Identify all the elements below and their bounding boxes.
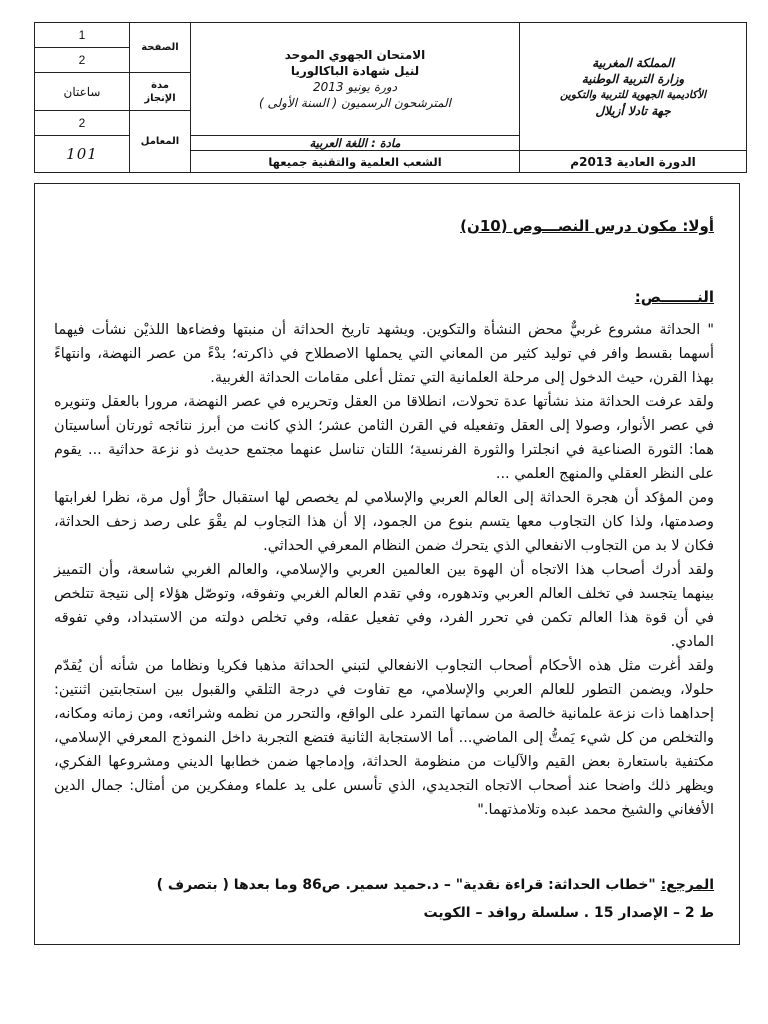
institution-block [520,23,747,151]
kingdom-name: المملكة المغربية [592,55,674,70]
reference-label: المرجع: [660,877,714,893]
page-number: 1 [35,23,130,48]
streams-name: الشعب العلمية والتقنية جميعها [191,151,520,173]
exam-header [34,22,747,173]
region-name: جهة تادلا أزيلال [595,103,671,118]
duration-label: مدة الإنجاز [130,73,191,111]
passage-paragraph: ومن المؤكد أن هجرة الحداثة إلى العالم العربي والإسلامي لم يخصص لها استقبال حارٌّ أول مرة، نظرا لغرابتها وصدمتها، ولذا كان التجاوب معها يتسم بنوع من الجمود، إلا أن هذا التجاوب لم يقْوَ على رصد زحف الحداثة، فكان لا بد من التجاوب الانفعالي الذي يتحرك ضمن النظام المعرفي الحداثي. [54,490,714,554]
ministry-name: وزارة التربية الوطنية [581,71,685,86]
session-name: الدورة العادية 2013م [520,151,747,173]
coefficient-label: المعامل [130,111,191,173]
reference-line-2: ط 2 – الإصدار 15 . سلسلة روافد – الكويت [423,905,714,921]
section-title: أولا: مكون درس النصـــوص (10ن) [460,217,714,235]
subject-name: مادة : اللغة العربية [191,136,520,151]
passage-paragraph: ولقد عرفت الحداثة منذ نشأتها عدة تحولات، انطلاقا من العقل وتحريره في عصر النهضة، مرورا بالعقل وتنويره في عصر الأنوار، وصولا إلى العقل وتفعيله في القرن الثامن عشر؛ الذي كانت من أبرز نتائجه ثورتان أساسيتان هما: الثورة الصناعية في انجلترا والثورة الفرنسية؛ اللتان تناسل عنهما مجتمع حديث ذو نزعة حداثية ... يقوم على النظر العقلي والمنهج العلمي ... [54,394,714,482]
passage-paragraph: " الحداثة مشروع غربيٌّ محض النشأة والتكوين. ويشهد تاريخ الحداثة أن منبتها وفضاءها اللذيْن نشأت فيهما أسهما بقسط وافر في توليد كثير من المعاني التي يحملها الاصطلاح في ذاكرته؛ بدْءً من عصر النهضة، وانتهاءً بهذا القرن، حيث الدخول إلى مرحلة العلمانية التي تمثل أعلى مقامات الحداثة الغربية. [54,322,714,386]
page-label: الصفحة [130,23,191,73]
exam-session: دورة يونيو 2013 [312,80,398,94]
passage-paragraph: ولقد أغرت مثل هذه الأحكام أصحاب التجاوب الانفعالي لتبني الحداثة مذهبا فكريا ونظاما من شأنه أن يُقدّم حلولا، ويضمن التطور للعالم العربي والإسلامي، مع تفاوت في درجة التلقي والقبول بين استجابتين اثنتين: إحداهما ذات نزعة علمانية خالصة من سماتها التمرد على الواقع، والتحرر من نظمه وشرائعه، ومن زمانه ومكانه، والتخلص من كل شيء يَمتُّ إلى الماضي... أما الاستجابة الثانية فتضع التجربة داخل النموذج المعرفي الإسلامي، مكتفية باستعارة بعض القيم والآليات من منظومة الحداثة، وإدماجها ضمن خطابها الديني ومشروعها الفكري، ويظهر ذلك واضحا عند أصحاب الاتجاه التجديدي، الذي تأسس على يد علماء ومفكرين من أمثال: جمال الدين الأفغاني والشيخ محمد عبده وتلامذتهما." [54,658,714,818]
exam-candidates: المترشحون الرسميون ( السنة الأولى ) [258,96,452,110]
duration-value: ساعتان [35,73,130,111]
score-mark: 101 [35,136,130,173]
reference-source: "خطاب الحداثة: قراءة نقدية" – د.حميد سمير. ص86 وما بعدها ( بتصرف ) [156,877,661,893]
passage-paragraph: ولقد أدرك أصحاب هذا الاتجاه أن الهوة بين العالمين العربي والإسلامي، والعالم الغربي شاسعة، وأن التمييز بينهما يتجسد في تخلف العالم العربي وتدهوره، وفي تقدم العالم الغربي وتفوقه، وتوصّل هؤلاء إلى نتيجة تتلخص في أن قوة هذا العالم تكمن في تحرر الفرد، وفي تفعيل عقله، وفي تخلص دولته من الاستبداد، وفي تفوقه المادي. [54,562,714,650]
reference-line-1 [157,877,714,893]
academy-name: الأكاديمية الجهوية للتربية والتكوين [559,88,707,101]
exam-title-2: لنيل شهادة الباكالوريا [290,64,420,78]
text-label: النـــــــص: [634,288,714,306]
page-total: 2 [35,48,130,73]
passage-body [54,318,714,822]
exam-title-block [191,23,520,136]
coefficient-value: 2 [35,111,130,136]
exam-title-1: الامتحان الجهوي الموحد [284,48,426,62]
